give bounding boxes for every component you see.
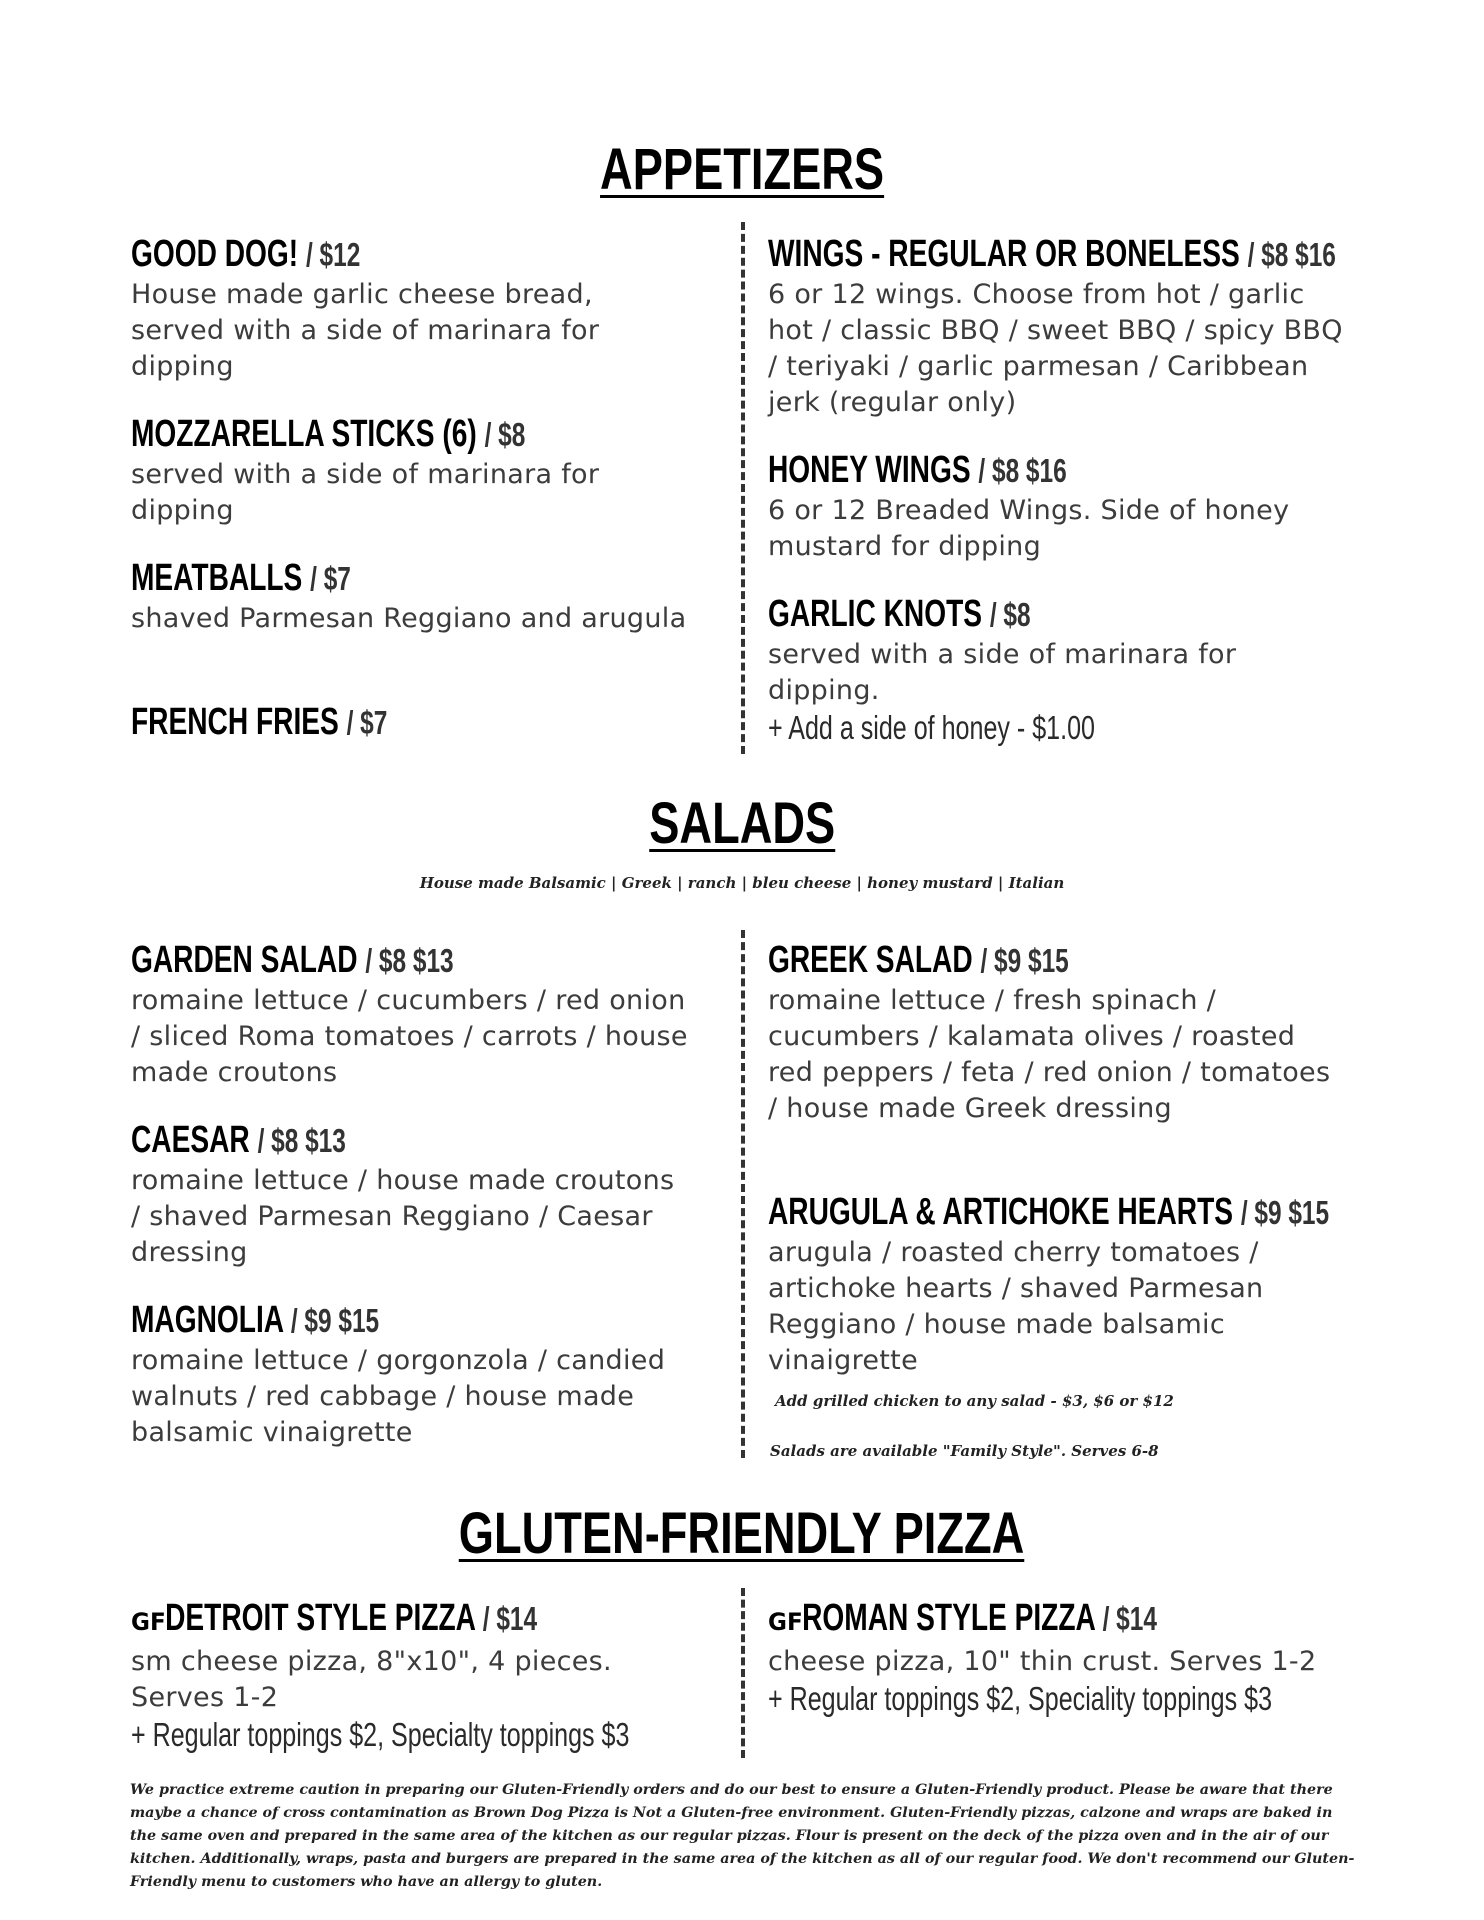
column-divider	[741, 222, 745, 754]
item-title: MAGNOLIA / $9 $15	[131, 1299, 380, 1341]
item-title: GOOD DOG! / $12	[131, 233, 361, 275]
gluten-friendly-heading: GLUTEN-FRIENDLY PIZZA	[459, 1501, 1025, 1566]
column-divider	[741, 930, 745, 1458]
item-title: HONEY WINGS / $8 $16	[768, 449, 1067, 491]
item-description: shaved Parmesan Reggiano and arugula	[131, 603, 687, 634]
menu-item-garlic-knots	[768, 592, 1348, 747]
item-description: cheese pizza, 10" thin crust. Serves 1-2	[768, 1646, 1317, 1677]
item-description: 6 or 12 wings. Choose from hot / garlic hot / classic BBQ / sweet BBQ / spicy BBQ / teriyaki / garlic parmesan / Caribbean jerk (regular only)	[768, 279, 1343, 418]
menu-item-arugula-artichoke	[768, 1190, 1348, 1379]
gf-badge: GF	[131, 1608, 166, 1636]
gluten-disclaimer: We practice extreme caution in preparing our Gluten-Friendly orders and do our best to ensure a Gluten-Friendly product. Please be aware that there maybe a chance of cross contamination as Brown Dog Pizza is Not a Gluten-free environment. Gluten-Friendly pizzas, calzone and wraps are baked in the same oven and prepared in the same area of the kitchen as our regular pizzas. Flour is present on the deck of the pizza oven and in the air of our kitchen. Additionally, wraps, pasta and burgers are prepared in the same area of the kitchen as all of our regular food. We don't recommend our Gluten-Friendly menu to customers who have an allergy to gluten.	[130, 1782, 1355, 1890]
item-title: GARDEN SALAD / $8 $13	[131, 939, 454, 981]
item-title: ARUGULA & ARTICHOKE HEARTS / $9 $15	[768, 1191, 1330, 1233]
item-addon: + Add a side of honey - $1.00	[768, 709, 1095, 746]
salad-family-style-note: Salads are available "Family Style". Serves 6-8	[770, 1442, 1159, 1460]
item-description: romaine lettuce / fresh spinach / cucumbers / kalamata olives / roasted red peppers / feta / red onion / tomatoes / house made Greek dressing	[768, 985, 1331, 1124]
menu-item-good-dog	[131, 232, 691, 385]
menu-item-detroit-pizza	[131, 1596, 691, 1754]
item-description: served with a side of marinara for dipping	[131, 459, 600, 526]
item-title: MEATBALLS / $7	[131, 557, 351, 599]
column-divider	[741, 1588, 745, 1758]
item-title: MOZZARELLA STICKS (6) / $8	[131, 413, 526, 455]
gf-badge: GF	[768, 1608, 803, 1636]
item-title: GFROMAN STYLE PIZZA / $14	[768, 1596, 1157, 1644]
item-description: sm cheese pizza, 8"x10", 4 pieces. Serves 1-2	[131, 1646, 612, 1713]
menu-item-meatballs	[131, 556, 691, 637]
item-addon: + Regular toppings $2, Specialty toppings $3	[131, 1716, 630, 1753]
menu-item-mozzarella-sticks	[131, 412, 691, 529]
menu-item-french-fries	[131, 700, 691, 745]
item-title: GFDETROIT STYLE PIZZA / $14	[131, 1596, 537, 1644]
item-description: arugula / roasted cherry tomatoes / artichoke hearts / shaved Parmesan Reggiano / house made balsamic vinaigrette	[768, 1237, 1264, 1376]
item-title: FRENCH FRIES / $7	[131, 701, 388, 743]
menu-item-caesar	[131, 1118, 691, 1271]
menu-item-greek-salad	[768, 938, 1348, 1127]
item-description: served with a side of marinara for dipping.	[768, 639, 1237, 706]
item-description: romaine lettuce / gorgonzola / candied walnuts / red cabbage / house made balsamic vinaigrette	[131, 1345, 666, 1448]
menu-item-roman-pizza	[768, 1596, 1348, 1718]
item-description: romaine lettuce / house made croutons / shaved Parmesan Reggiano / Caesar dressing	[131, 1165, 675, 1268]
menu-item-garden-salad	[131, 938, 691, 1091]
item-addon: + Regular toppings $2, Speciality toppings $3	[768, 1680, 1273, 1717]
dressing-options: House made Balsamic | Greek | ranch | bleu cheese | honey mustard | Italian	[419, 874, 1065, 892]
item-title: GARLIC KNOTS / $8	[768, 593, 1031, 635]
menu-item-magnolia	[131, 1298, 691, 1451]
salad-chicken-note: Add grilled chicken to any salad - $3, $6 or $12	[775, 1392, 1174, 1410]
salads-heading: SALADS	[648, 791, 836, 856]
item-title: GREEK SALAD / $9 $15	[768, 939, 1069, 981]
appetizers-heading: APPETIZERS	[599, 137, 885, 202]
item-description: House made garlic cheese bread, served with a side of marinara for dipping	[131, 279, 600, 382]
item-description: 6 or 12 Breaded Wings. Side of honey mustard for dipping	[768, 495, 1290, 562]
item-title: CAESAR / $8 $13	[131, 1119, 346, 1161]
menu-item-honey-wings	[768, 448, 1348, 565]
item-title: WINGS - REGULAR OR BONELESS / $8 $16	[768, 233, 1336, 275]
item-description: romaine lettuce / cucumbers / red onion / sliced Roma tomatoes / carrots / house made croutons	[131, 985, 688, 1088]
menu-item-wings	[768, 232, 1348, 421]
